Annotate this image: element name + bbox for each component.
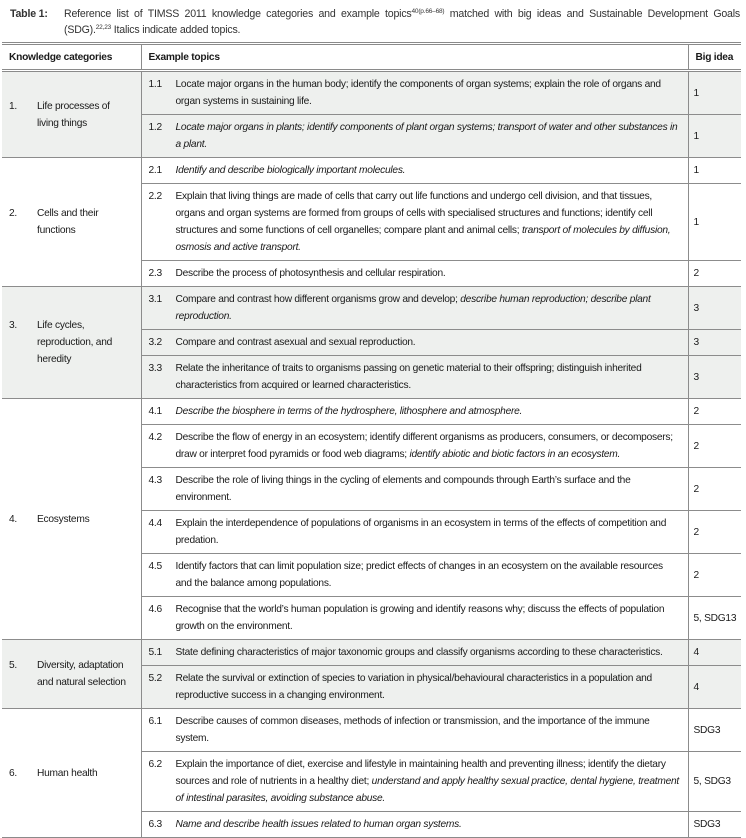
topic-text-part: Locate major organs in the human body; identify the components of organ systems; explain the role of organs and organ systems in sustaining life. [175, 79, 661, 107]
category-label: Life cycles, reproduction, and heredity [37, 320, 113, 365]
table-header-row [2, 44, 741, 71]
topic [149, 188, 681, 256]
topic-number: 5.1 [148, 647, 162, 658]
topic-cell [141, 184, 688, 261]
table-row [2, 71, 741, 115]
topic-text-part: Recognise that the world’s human population is growing and identify reasons why; discuss the effects of population growth on the environment. [175, 604, 665, 632]
topic [149, 472, 681, 506]
topic-text [176, 670, 681, 704]
topic-number: 6.2 [148, 759, 162, 770]
topic [149, 515, 681, 549]
category-label: Cells and their functions [37, 208, 99, 236]
category-cell [2, 399, 141, 640]
topic-text [176, 291, 681, 325]
big-idea-cell: 1 [688, 71, 741, 115]
big-idea-cell: 3 [688, 287, 741, 330]
topic-text-part: Describe the process of photosynthesis and cellular respiration. [175, 268, 446, 279]
topic [149, 816, 681, 833]
big-idea-cell: 2 [688, 554, 741, 597]
topic-text [176, 360, 681, 394]
topic [149, 76, 681, 110]
topic-text [176, 558, 681, 592]
category [9, 511, 134, 528]
category [9, 657, 134, 691]
topic [149, 334, 681, 351]
big-idea-cell: 1 [688, 115, 741, 158]
topic-text [176, 515, 681, 549]
topic-text-part: Describe causes of common diseases, methods of infection or transmission, and the importance of the immune system. [175, 716, 650, 744]
topic [149, 713, 681, 747]
topic-text-added-italic: identify abiotic and biotic factors in an ecosystem. [409, 449, 621, 460]
topic-text-added-italic: transport of molecules by diffusion, osmosis and active transport. [175, 225, 671, 253]
big-idea-cell: 5, SDG13 [688, 597, 741, 640]
topic-cell [141, 115, 688, 158]
topic [149, 644, 681, 661]
caption-text-middle: matched with big ideas and Sustainable Development Goals (SDG). [64, 8, 740, 36]
category [9, 765, 134, 782]
category-cell [2, 709, 141, 838]
big-idea-cell: 2 [688, 425, 741, 468]
topic-text-part: Explain the importance of diet, exercise and lifestyle in maintaining health and preventing illness; identify the dietary sources and role of nutrients in a healthy diet; [175, 759, 666, 787]
topic-cell [141, 511, 688, 554]
topic-text [176, 403, 523, 420]
topic-text [176, 119, 681, 153]
topic-text-part: Compare and contrast asexual and sexual reproduction. [175, 337, 416, 348]
table-body [2, 71, 741, 838]
table-caption [10, 6, 740, 38]
topic [149, 291, 681, 325]
topic-number: 4.2 [148, 432, 162, 443]
topic-text-part: Describe the flow of energy in an ecosystem; identify different organisms as producers, consumers, or decomposers; draw or interpret food pyramids or food web diagrams; [175, 432, 673, 460]
topic-text-part: Describe the role of living things in the cycling of elements and compounds through Earth’s surface and the environment. [175, 475, 631, 503]
topic-text-added-italic: Describe the biosphere in terms of the hydrosphere, lithosphere and atmosphere. [175, 406, 523, 417]
topic-text [176, 644, 663, 661]
big-idea-cell: 3 [688, 330, 741, 356]
topic-number: 3.2 [148, 337, 162, 348]
topic-cell [141, 709, 688, 752]
topic-text-added-italic: describe human reproduction; describe plant reproduction. [175, 294, 651, 322]
topic-text [176, 76, 681, 110]
topic-number: 2.1 [148, 165, 162, 176]
category-number: 4. [9, 513, 17, 525]
topic-text [176, 188, 681, 256]
topic-text [176, 601, 681, 635]
topic-number: 6.1 [148, 716, 162, 727]
topic-cell [141, 554, 688, 597]
topic-text-part: Relate the inheritance of traits to organisms passing on genetic material to their offspring; distinguish inherited characteristics from acquired or learned characteristics. [175, 363, 642, 391]
category-number: 3. [9, 320, 17, 331]
topic [149, 360, 681, 394]
topic [149, 558, 681, 592]
header-knowledge-categories: Knowledge categories [2, 44, 141, 71]
topic-text-added-italic: Locate major organs in plants; identify components of plant organ systems; transport of water and other substances in a plant. [175, 122, 678, 150]
big-idea-cell: 5, SDG3 [688, 752, 741, 812]
category-label: Life processes of living things [37, 100, 110, 129]
header-example-topics: Example topics [141, 44, 688, 71]
topic-number: 1.2 [148, 122, 162, 133]
topic-text-part: State defining characteristics of major taxonomic groups and classify organisms according to these characteristics. [175, 647, 663, 658]
category [9, 98, 134, 132]
category-cell [2, 158, 141, 287]
topic-cell [141, 468, 688, 511]
topic-cell [141, 752, 688, 812]
big-idea-cell: 4 [688, 666, 741, 709]
category-label: Human health [37, 767, 98, 779]
topic-number: 4.3 [148, 475, 162, 486]
big-idea-cell: 2 [688, 399, 741, 425]
topic-number: 2.2 [148, 191, 162, 202]
category [9, 317, 134, 368]
category-label: Diversity, adaptation and natural selection [37, 660, 126, 688]
topic-text-part: Relate the survival or extinction of species to variation in physical/behavioural characteristics in a population and reproductive success in a changing environment. [175, 673, 652, 701]
category-cell [2, 287, 141, 399]
big-idea-cell: 3 [688, 356, 741, 399]
topic-cell [141, 399, 688, 425]
table-row [2, 399, 741, 425]
topic-cell [141, 330, 688, 356]
topic-number: 4.1 [148, 406, 162, 417]
category-number: 2. [9, 208, 17, 219]
topic [149, 265, 681, 282]
category-number: 1. [9, 100, 17, 112]
topic-number: 3.1 [148, 294, 162, 305]
topic-text [176, 265, 446, 282]
topic-number: 5.2 [148, 673, 162, 684]
big-idea-cell: 4 [688, 640, 741, 666]
topic-cell [141, 261, 688, 287]
topic-number: 1.1 [148, 79, 162, 90]
table-row [2, 287, 741, 330]
topic-cell [141, 356, 688, 399]
topic-cell [141, 287, 688, 330]
topic [149, 429, 681, 463]
topic-cell [141, 158, 688, 184]
category-number: 6. [9, 767, 17, 779]
topic-text [176, 756, 681, 807]
topic-text [176, 816, 462, 833]
big-idea-cell: 2 [688, 511, 741, 554]
topic-number: 4.5 [148, 561, 162, 572]
caption-label: Table 1: [10, 8, 48, 20]
category-cell [2, 640, 141, 709]
big-idea-cell: 2 [688, 468, 741, 511]
topic-text [176, 334, 416, 351]
topic-cell [141, 812, 688, 838]
caption-text-end: Italics indicate added topics. [111, 24, 241, 36]
topic-text [176, 162, 406, 179]
caption-reference-2: 22,23 [95, 24, 112, 31]
topic [149, 162, 681, 179]
caption-reference-1: 40(p.66–68) [411, 8, 445, 15]
big-idea-cell: SDG3 [688, 709, 741, 752]
header-big-idea: Big idea [688, 44, 741, 71]
topic [149, 756, 681, 807]
topic-number: 6.3 [148, 819, 162, 830]
topic-text [176, 429, 681, 463]
topics-table [2, 42, 741, 838]
big-idea-cell: 2 [688, 261, 741, 287]
topic-cell [141, 640, 688, 666]
topic-text-part: Explain the interdependence of populations of organisms in an ecosystem in terms of the effects of competition and predation. [175, 518, 667, 546]
topic-number: 4.6 [148, 604, 162, 615]
topic [149, 403, 681, 420]
table-row [2, 640, 741, 666]
topic-text-part: Compare and contrast how different organisms grow and develop; [175, 294, 461, 305]
caption-text [64, 6, 740, 38]
category-cell [2, 71, 141, 158]
topic-number: 3.3 [148, 363, 162, 374]
topic-cell [141, 71, 688, 115]
topic-text-part: Identify factors that can limit population size; predict effects of changes in an ecosystem on the available resources and the balance among populations. [175, 561, 663, 589]
topic-number: 4.4 [148, 518, 162, 529]
caption-text-start: Reference list of TIMSS 2011 knowledge categories and example topics [64, 8, 412, 20]
table-row [2, 709, 741, 752]
topic-text-added-italic: Identify and describe biologically important molecules. [175, 165, 406, 176]
topic-cell [141, 597, 688, 640]
topic-text [176, 713, 681, 747]
big-idea-cell: 1 [688, 158, 741, 184]
topic-text [176, 472, 681, 506]
topic-number: 2.3 [148, 268, 162, 279]
category-number: 5. [9, 660, 17, 671]
topic [149, 670, 681, 704]
table-row [2, 158, 741, 184]
category-label: Ecosystems [37, 513, 90, 525]
category [9, 205, 134, 239]
topic-text-added-italic: understand and apply healthy sexual practice, dental hygiene, treatment of intestinal parasites, avoiding substance abuse. [175, 776, 679, 804]
big-idea-cell: SDG3 [688, 812, 741, 838]
topic-text-part: Explain that living things are made of cells that carry out life functions and undergo cell division, and that tissues, organs and organ systems are formed from groups of cells with specialised structures and functions; identify cell structures and some functions of cell organelles; compare plant and animal cells; [175, 191, 653, 236]
topic-text-added-italic: Name and describe health issues related to human organ systems. [175, 819, 462, 830]
big-idea-cell: 1 [688, 184, 741, 261]
topic-cell [141, 666, 688, 709]
topic-cell [141, 425, 688, 468]
topic [149, 601, 681, 635]
topic [149, 119, 681, 153]
